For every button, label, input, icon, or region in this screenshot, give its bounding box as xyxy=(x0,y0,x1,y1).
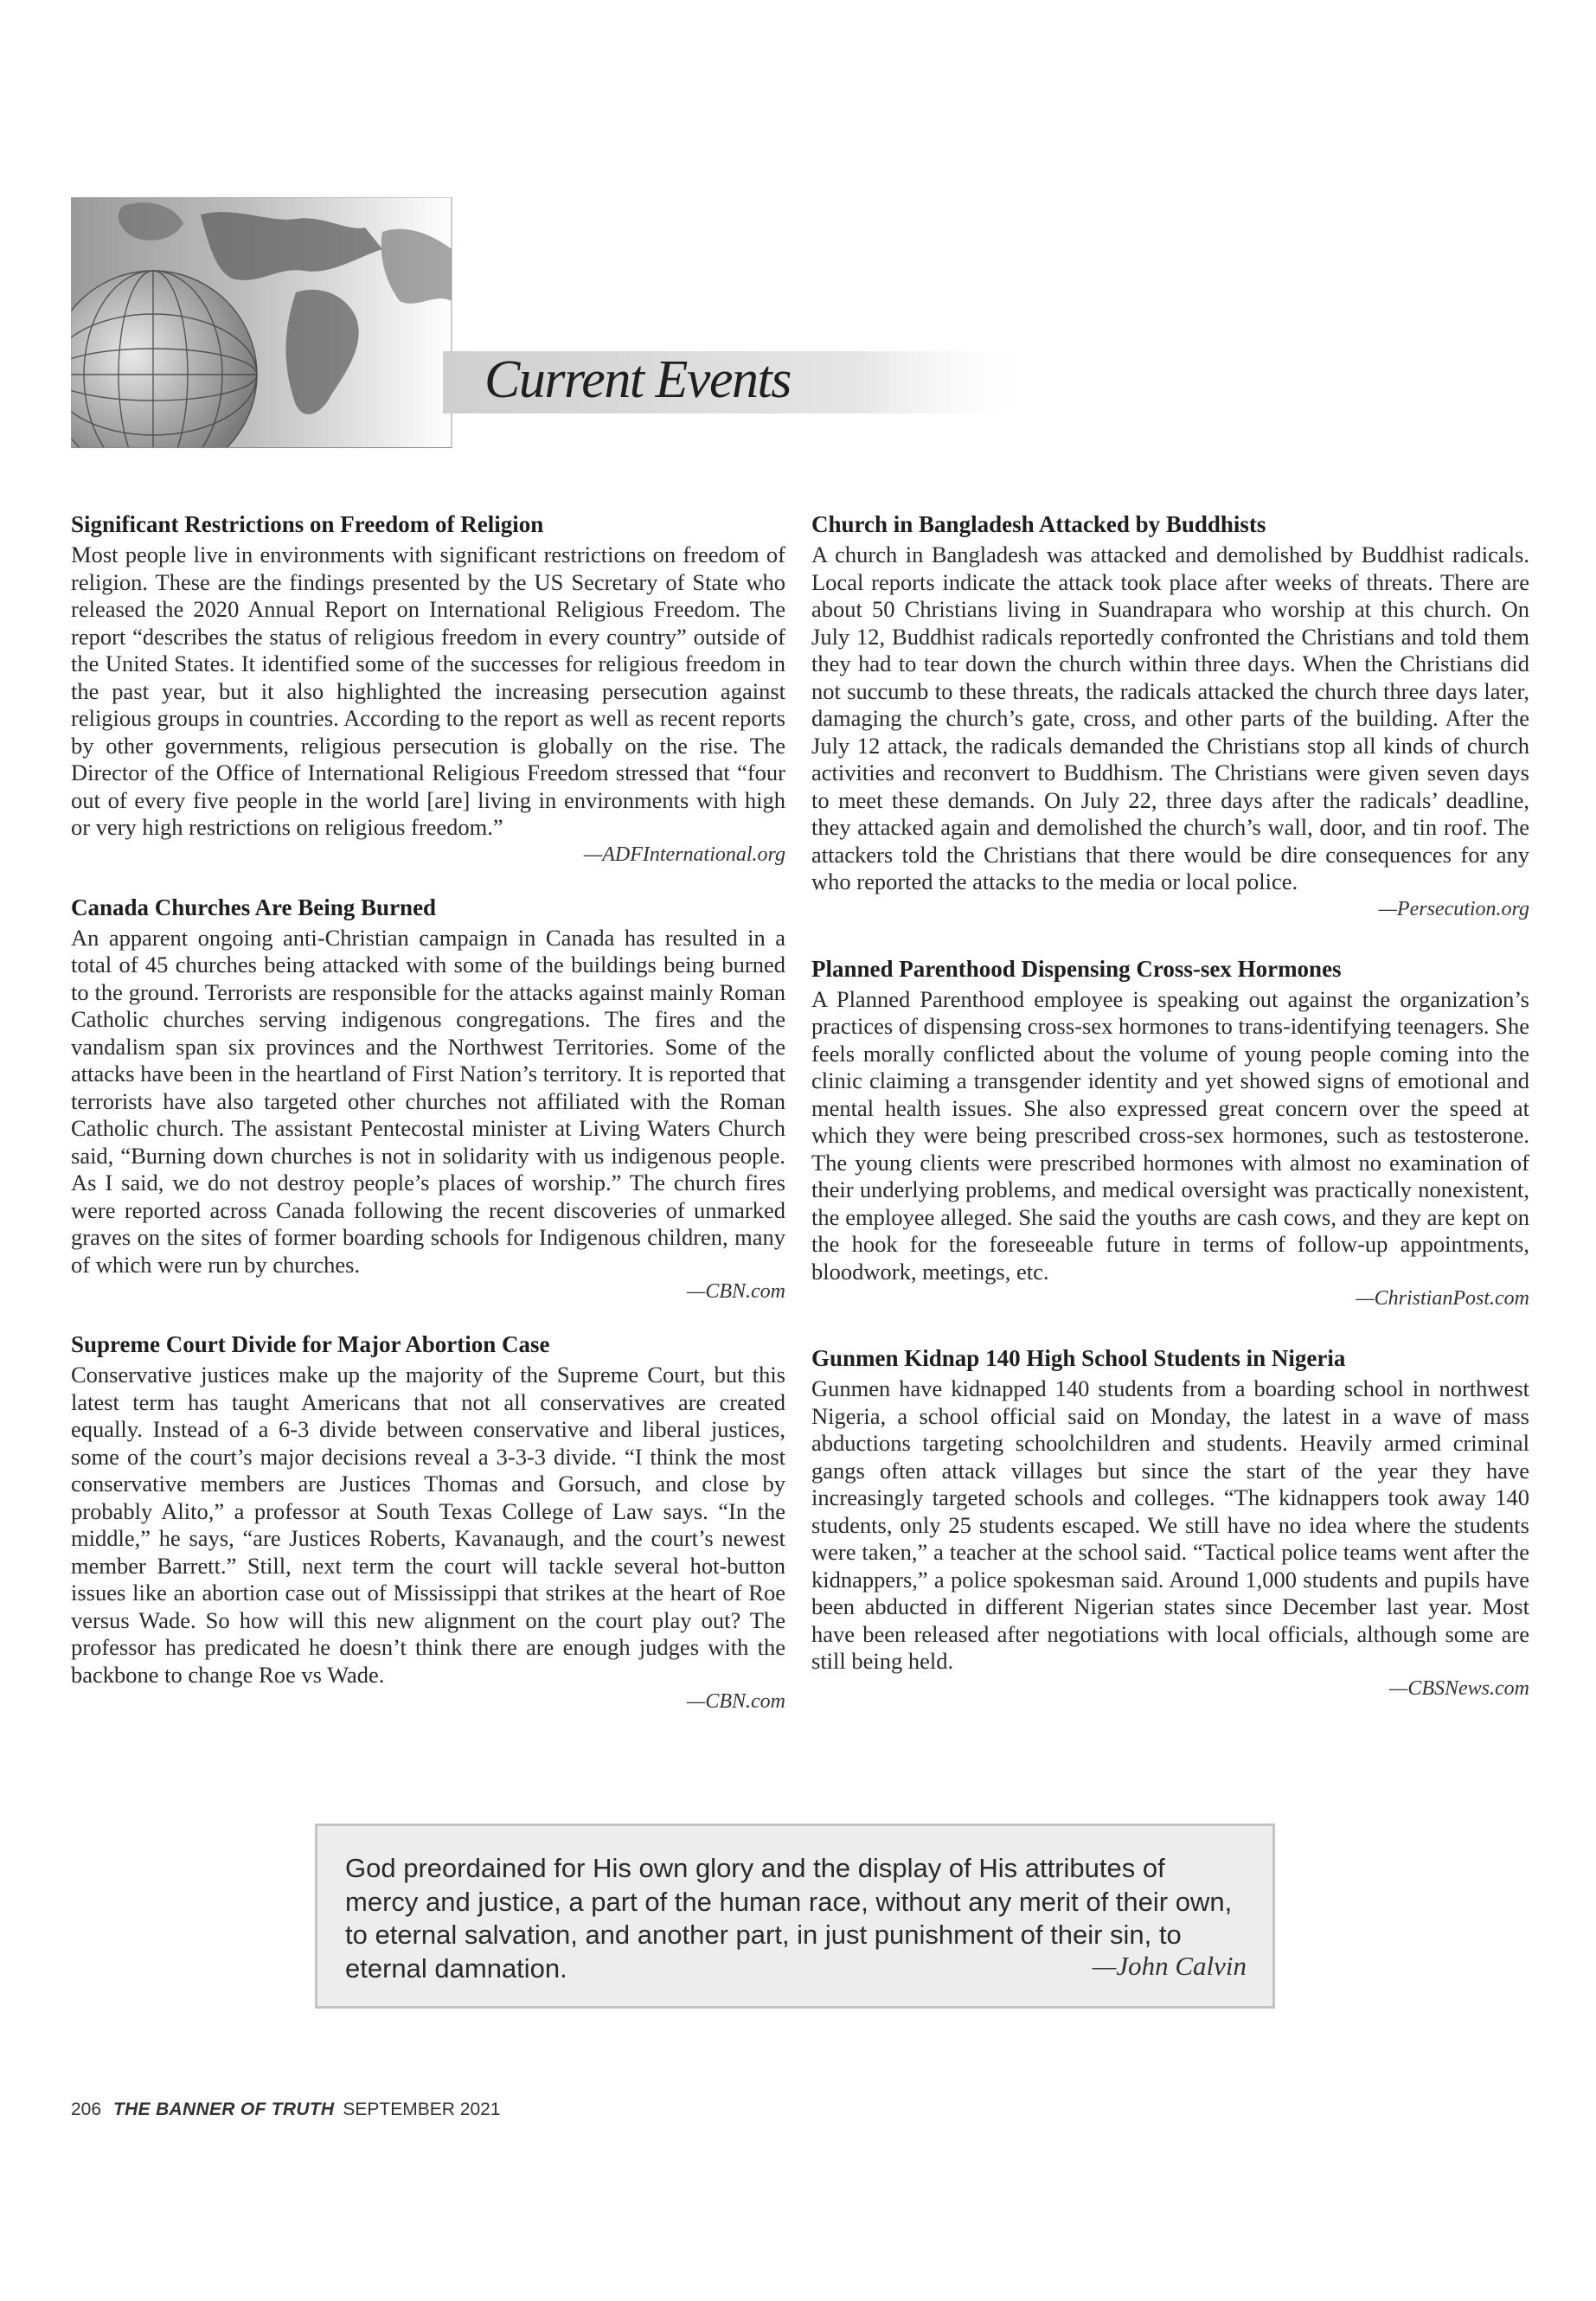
magazine-name: THE BANNER OF TRUTH xyxy=(113,2099,335,2119)
article xyxy=(71,1330,785,1715)
article-source: —CBN.com xyxy=(687,1690,785,1713)
article xyxy=(71,510,785,868)
article-headline: Canada Churches Are Being Burned xyxy=(71,894,437,920)
article xyxy=(811,510,1529,922)
quote-text: God preordained for His own glory and the display of His attributes of mercy and justice, a part of the human race, without any merit of their own, to eternal salvation, and another part, in just punishment of their sin, to eternal damnation. xyxy=(345,1853,1233,1984)
article-headline: Supreme Court Divide for Major Abortion Case xyxy=(71,1331,550,1357)
article-source: —Persecution.org xyxy=(1378,897,1529,920)
article-body: Most people live in environments with significant restrictions on freedom of religion. These are the findings presented by the US Secretary of State who released the 2020 Annual Report on International Religious Freedom. The report “describes the status of religious freedom in every country” outside of the United States. It identified some of the successes for religious freedom in the past year, but it also highlighted the increasing persecution against religious groups in countries. According to the report as well as recent reports by other governments, religious persecution is globally on the rise. The Director of the Office of International Religious Freedom stressed that “four out of every five people in the world [are] living in environments with high or very high restrictions on religious freedom.” xyxy=(71,542,785,840)
article xyxy=(811,1344,1529,1702)
article-headline: Planned Parenthood Dispensing Cross-sex Hormones xyxy=(811,955,1342,982)
article-headline: Gunmen Kidnap 140 High School Students in Nigeria xyxy=(811,1345,1346,1371)
section-banner xyxy=(71,197,1040,448)
article-headline: Church in Bangladesh Attacked by Buddhists xyxy=(811,511,1266,537)
section-title: Current Events xyxy=(484,350,791,409)
issue-date: SEPTEMBER 2021 xyxy=(343,2099,501,2119)
left-column xyxy=(71,510,785,1747)
article-body: An apparent ongoing anti-Christian campaign in Canada has resulted in a total of 45 churches being attacked with some of the buildings being burned to the ground. Terrorists are responsible for the attacks against mainly Roman Catholic churches serving indigenous congregations. The fires and the vandalism span six provinces and the Northwest Territories. Some of the attacks have been in the heartland of First Nation’s territory. It is reported that terrorists have also targeted other churches not affiliated with the Roman Catholic church. The assistant Pentecostal minister at Living Waters Church said, “Burning down churches is not in solidarity with us indigenous people. As I said, we do not destroy people’s places of worship.” The church fires were reported across Canada following the recent discoveries of unmarked graves on the sites of former boarding schools for Indigenous children, many of which were run by churches. xyxy=(71,924,785,1278)
right-column xyxy=(811,510,1529,1734)
article-body: Gunmen have kidnapped 140 students from a boarding school in northwest Nigeria, a school official said on Monday, the latest in a wave of mass abductions targeting schoolchildren and students. Heavily armed criminal gangs often attack villages but since the start of the year they have increasingly targeted schools and colleges. “The kidnappers took away 140 students, only 25 students escaped. We still have no idea where the students were taken,” a teacher at the school said. “Tactical police teams went after the kidnappers,” a police spokesman said. Around 1,000 students and pupils have been abducted in different Nigerian states since December last year. Most have been released after negotiations with local officials, although some are still being held. xyxy=(811,1375,1529,1674)
article xyxy=(811,955,1529,1312)
article-body: A Planned Parenthood employee is speaking out against the organization’s practices of dispensing cross-sex hormones to trans-identifying teenagers. She feels morally conflicted about the volume of young people coming into the clinic claiming a transgender identity and yet showed signs of emotional and mental health issues. She also expressed great concern over the speed at which they were being prescribed cross-sex hormones, such as testosterone. The young clients were prescribed hormones with almost no examination of their underlying problems, and medical oversight was practically nonexistent, the employee alleged. She said the youths are cash cows, and they are kept on the hook for the foreseeable future in terms of follow-up appointments, bloodwork, meetings, etc. xyxy=(811,985,1529,1285)
article-source: —ADFInternational.org xyxy=(583,843,785,866)
pull-quote-box xyxy=(315,1823,1275,2009)
article xyxy=(71,894,785,1305)
article-source: —CBN.com xyxy=(687,1280,785,1303)
page-number: 206 xyxy=(71,2099,102,2119)
article-body: Conservative justices make up the majority of the Supreme Court, but this latest term has taught Americans that not all conservatives are created equally. Instead of a 6-3 divide between conservative and liberal justices, some of the court’s major decisions reveal a 3-3-3 divide. “I think the most conservative members are Justices Thomas and Gorsuch, and close by probably Alito,” a professor at South Texas College of Law says. “In the middle,” he says, “are Justices Roberts, Kavanaugh, and the court’s newest member Barrett.” Still, next term the court will tackle several hot-button issues like an abortion case out of Mississippi that strikes at the heart of Roe versus Wade. So how will this new alignment on the court play out? The professor has predicated he doesn’t think there are enough judges with the backbone to change Roe vs Wade. xyxy=(71,1362,785,1688)
page-footer xyxy=(71,2099,501,2120)
article-source: —ChristianPost.com xyxy=(1356,1287,1529,1310)
article-source: —CBSNews.com xyxy=(1389,1676,1529,1700)
article-headline: Significant Restrictions on Freedom of Religion xyxy=(71,511,544,537)
article-body: A church in Bangladesh was attacked and demolished by Buddhist radicals. Local reports indicate the attack took place after weeks of threats. There are about 50 Christians living in Suandrapara who worship at this church. On July 12, Buddhist radicals reportedly confronted the Christians and told them they had to tear down the church within three days. When the Christians did not succumb to these threats, the radicals attacked the church three days later, damaging the church’s gate, cross, and other parts of the building. After the July 12 attack, the radicals demanded the Christians stop all kinds of church activities and reconvert to Buddhism. The Christians were given seven days to meet these demands. On July 22, three days after the radicals’ deadline, they attacked again and demolished the church’s wall, door, and tin roof. The attackers told the Christians that there would be dire consequences for any who reported the attacks to the media or local police. xyxy=(811,542,1529,894)
quote-attribution: —John Calvin xyxy=(1092,1951,1247,1981)
